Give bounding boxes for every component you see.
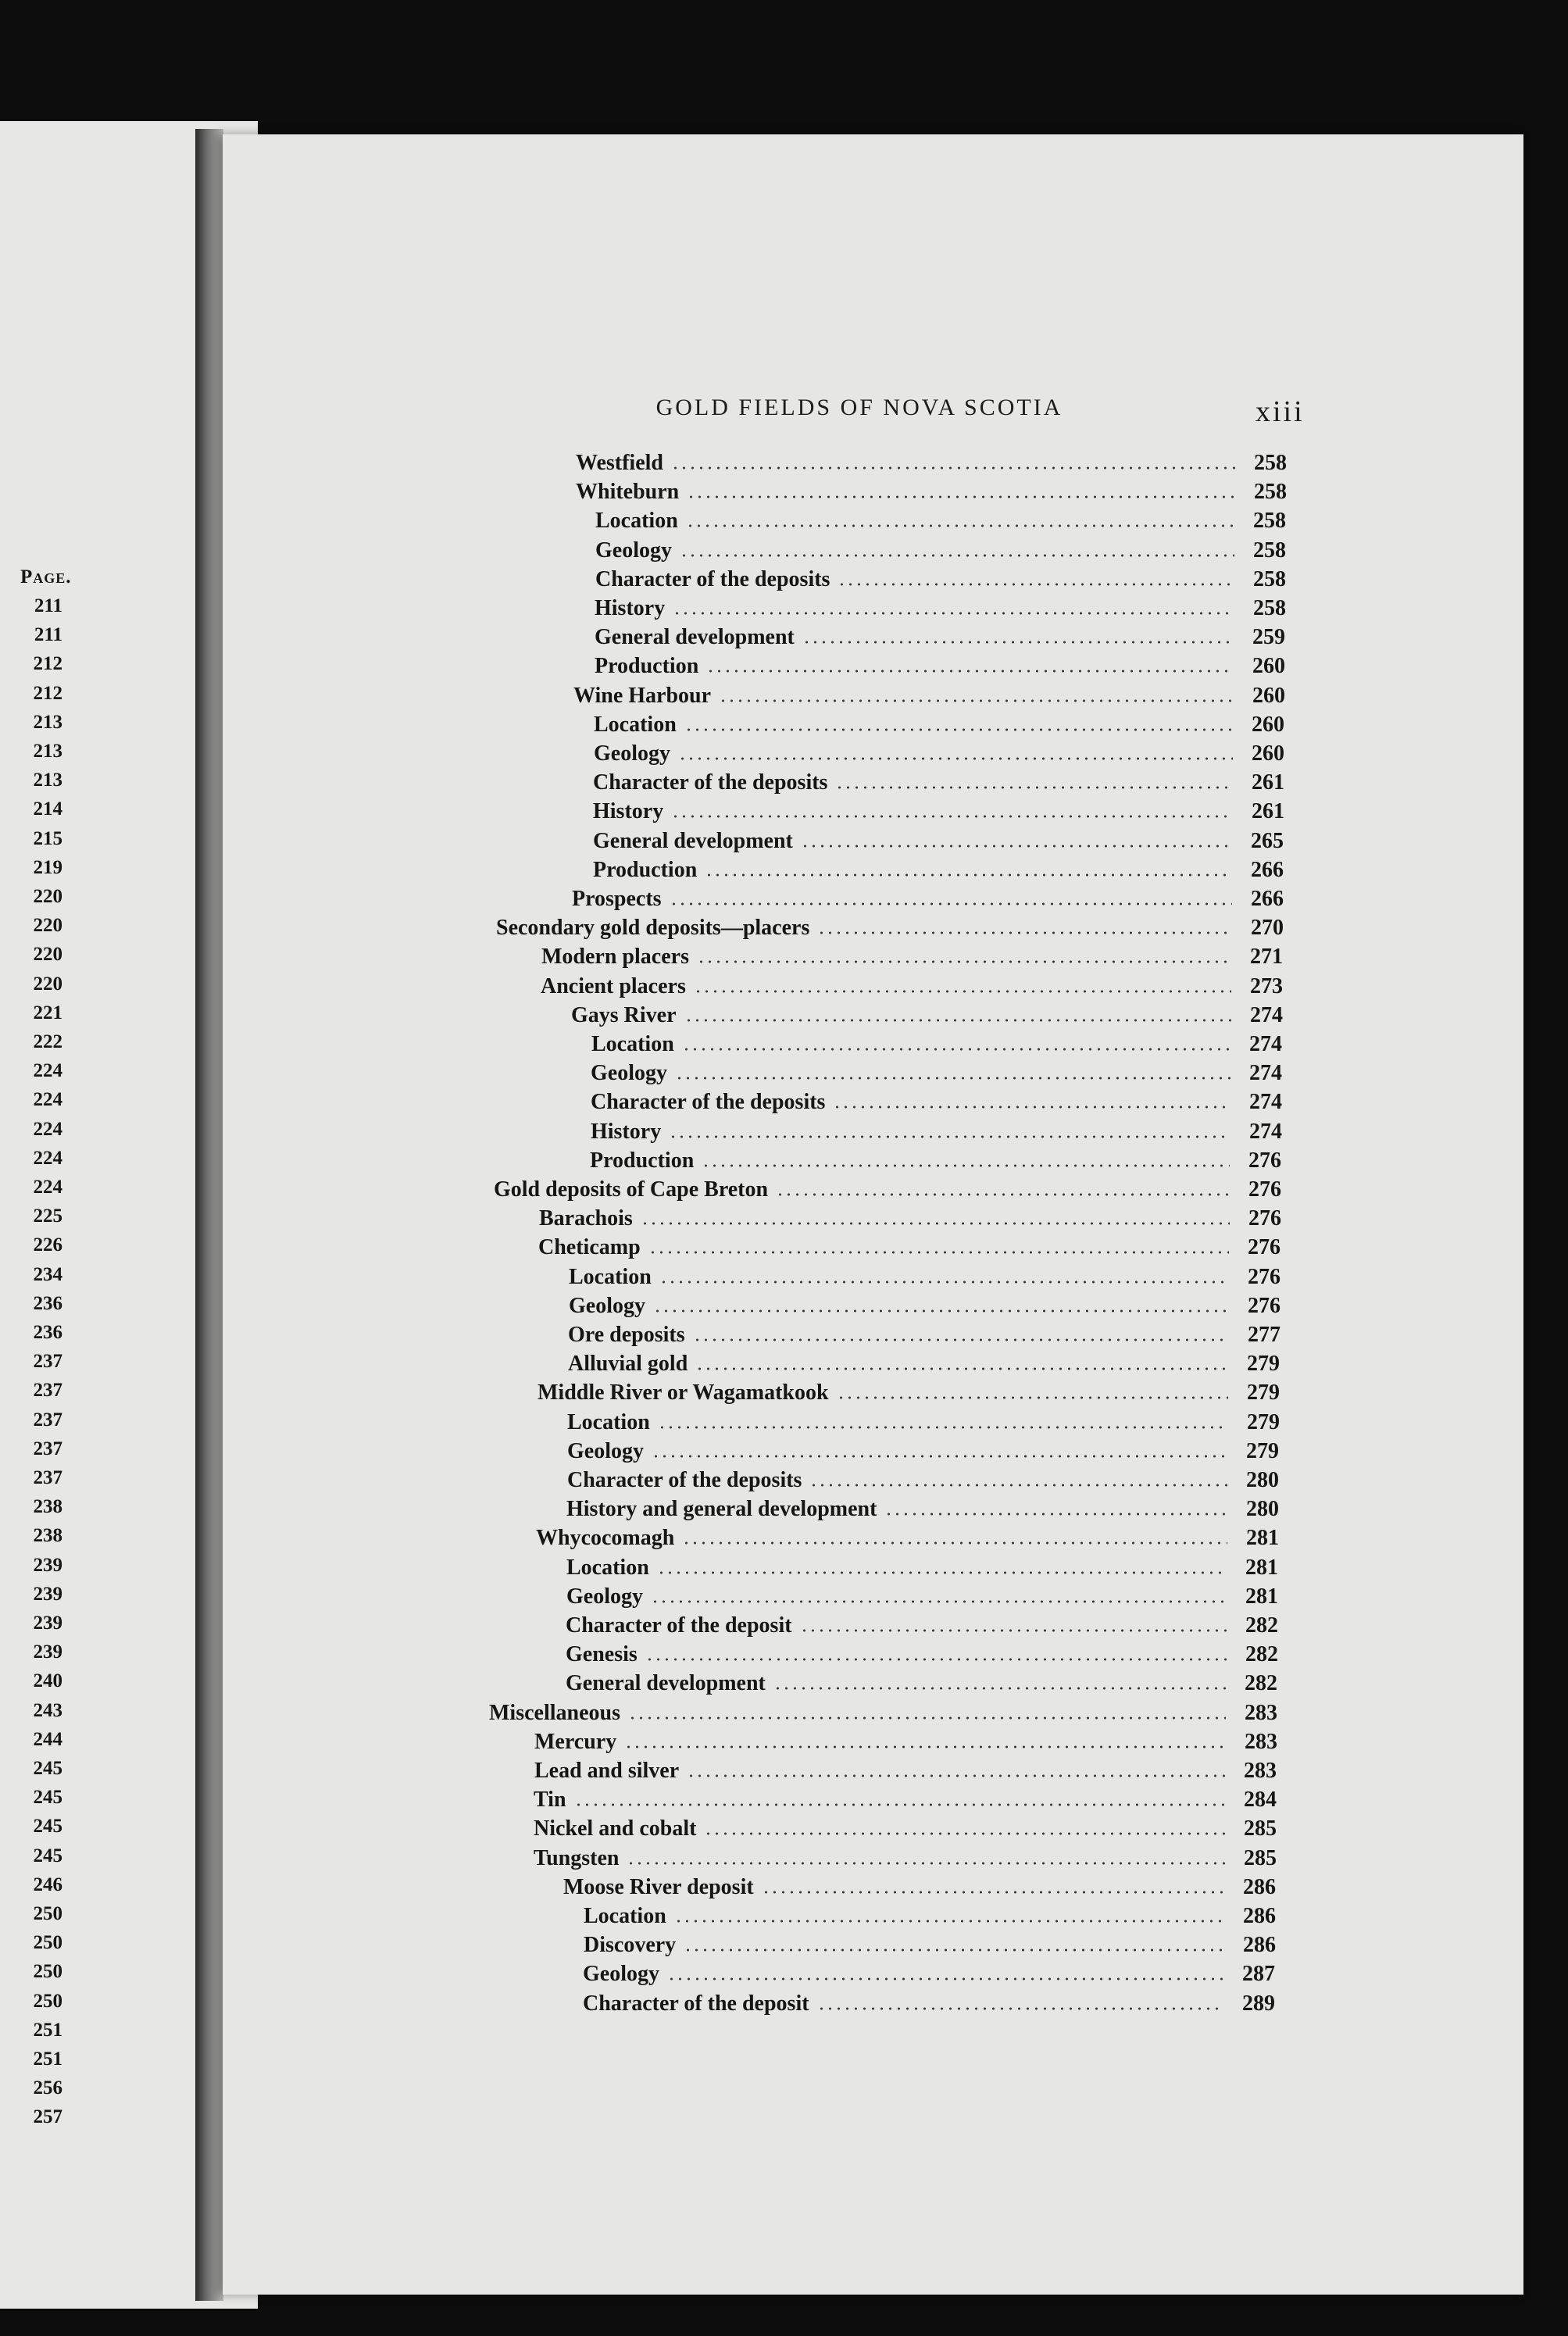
toc-entry <box>591 1116 1282 1145</box>
dot-leader <box>719 698 1234 703</box>
toc-entry <box>563 1871 1276 1900</box>
toc-entry-title: Genesis <box>566 1642 638 1667</box>
toc-entry <box>538 1377 1280 1406</box>
toc-entry-title: Mercury <box>534 1729 617 1754</box>
left-page-number: 221 <box>33 1002 63 1023</box>
dot-leader <box>702 1163 1230 1168</box>
toc-entry-page: 283 <box>1245 1729 1277 1754</box>
toc-entry-page: 276 <box>1248 1148 1281 1173</box>
toc-entry-title: Character of the deposits <box>567 1468 802 1492</box>
toc-entry-title: Gold deposits of Cape Breton <box>494 1177 769 1202</box>
toc-entry-page: 266 <box>1251 857 1284 882</box>
toc-entry-title: Location <box>567 1409 650 1434</box>
dot-leader <box>817 930 1232 935</box>
toc-entry <box>534 1726 1277 1755</box>
dot-leader <box>684 1018 1231 1023</box>
toc-entry-title: Prospects <box>572 887 662 911</box>
left-page-number: 212 <box>33 653 63 675</box>
toc-entry <box>573 680 1285 709</box>
dot-leader <box>705 873 1232 877</box>
toc-entry-title: Geology <box>594 741 670 766</box>
page-column-heading: Page. <box>20 566 72 588</box>
left-page-number: 237 <box>33 1351 63 1373</box>
toc-entry <box>571 999 1283 1028</box>
toc-entry-title: History <box>595 596 666 620</box>
toc-entry-title: Geology <box>566 1584 643 1609</box>
toc-entry-page: 277 <box>1248 1323 1280 1347</box>
toc-entry-page: 279 <box>1246 1438 1279 1463</box>
toc-entry-page: 270 <box>1251 916 1284 941</box>
running-title: GOLD FIELDS OF NOVA SCOTIA <box>655 395 1063 420</box>
left-page-number: 237 <box>33 1409 63 1431</box>
toc-entry <box>591 1028 1282 1057</box>
toc-entry <box>569 1290 1280 1319</box>
page-number: xiii <box>1255 395 1305 428</box>
toc-entry-page: 274 <box>1250 1002 1283 1027</box>
dot-leader <box>686 523 1234 528</box>
dot-leader <box>694 989 1231 994</box>
toc-entry-page: 282 <box>1245 1613 1278 1638</box>
left-page-number: 245 <box>33 1787 63 1809</box>
dot-leader <box>802 640 1234 645</box>
toc-entry-title: Westfield <box>576 451 663 475</box>
toc-entry-page: 276 <box>1248 1235 1280 1260</box>
toc-entry <box>593 825 1284 854</box>
dot-leader <box>817 2006 1223 2011</box>
toc-entry-title: Whycocomagh <box>536 1526 675 1551</box>
toc-entry-page: 289 <box>1242 1991 1275 2016</box>
toc-entry <box>584 1929 1276 1958</box>
toc-entry-title: Barachois <box>539 1206 633 1231</box>
left-page-number: 220 <box>33 915 63 937</box>
toc-entry-title: Location <box>566 1555 649 1580</box>
left-page-number: 224 <box>33 1147 63 1169</box>
dot-leader <box>624 1745 1226 1749</box>
dot-leader <box>652 1454 1227 1459</box>
book-gutter <box>195 129 223 2301</box>
dot-leader <box>574 1802 1225 1807</box>
toc-entry-title: Alluvial gold <box>568 1352 688 1377</box>
toc-entry <box>569 1261 1280 1290</box>
toc-entry <box>534 1784 1277 1813</box>
toc-entry-title: Nickel and cobalt <box>534 1816 697 1841</box>
toc-entry <box>572 883 1284 912</box>
dot-leader <box>687 495 1235 499</box>
dot-leader <box>671 814 1233 819</box>
toc-entry <box>534 1842 1277 1871</box>
toc-entry <box>534 1755 1277 1784</box>
dot-leader <box>838 582 1234 587</box>
toc-entry-page: 280 <box>1246 1497 1279 1522</box>
dot-leader <box>628 1716 1226 1720</box>
left-page-number: 236 <box>33 1322 63 1343</box>
left-page-number: 219 <box>33 856 63 878</box>
left-page-number: 224 <box>33 1118 63 1140</box>
left-page-number: 222 <box>33 1031 63 1052</box>
left-page-number: 220 <box>33 944 63 966</box>
toc-entry-title: History <box>591 1119 662 1144</box>
toc-entry <box>566 1552 1278 1581</box>
left-page-number: 225 <box>33 1206 63 1227</box>
toc-entry-title: Cheticamp <box>538 1235 641 1260</box>
toc-entry-page: 260 <box>1252 654 1285 679</box>
toc-entry-title: Tungsten <box>534 1845 620 1870</box>
dot-leader <box>657 1570 1227 1575</box>
left-page-number: 239 <box>33 1583 63 1605</box>
left-page-number: 224 <box>33 1089 63 1111</box>
toc-entry-page: 274 <box>1249 1061 1282 1086</box>
toc-entry-page: 258 <box>1253 566 1286 591</box>
left-page-number: 239 <box>33 1613 63 1634</box>
toc-entry-title: Middle River or Wagamatkook <box>538 1381 829 1406</box>
toc-entry <box>594 738 1284 766</box>
left-page-number: 213 <box>33 770 63 791</box>
toc-entry-page: 281 <box>1245 1555 1278 1580</box>
right-page <box>223 134 1523 2295</box>
dot-leader <box>678 756 1233 761</box>
toc-entry-page: 286 <box>1243 1933 1276 1958</box>
left-page-number: 226 <box>33 1234 63 1256</box>
toc-entry <box>566 1581 1278 1609</box>
dot-leader <box>674 1919 1224 1923</box>
toc-entry-page: 261 <box>1252 799 1284 824</box>
toc-entry-page: 285 <box>1244 1845 1277 1870</box>
toc-entry-page: 258 <box>1253 538 1286 563</box>
toc-entry-title: Geology <box>583 1962 659 1987</box>
toc-entry-page: 260 <box>1252 741 1284 766</box>
toc-entry-page: 283 <box>1244 1759 1277 1783</box>
left-page-number: 245 <box>33 1758 63 1779</box>
toc-entry-page: 259 <box>1252 625 1285 650</box>
left-page-number: 250 <box>33 1961 63 1983</box>
toc-entry <box>538 1231 1280 1260</box>
toc-entry-title: Location <box>584 1904 666 1928</box>
toc-entry <box>489 1697 1277 1726</box>
toc-entry-page: 276 <box>1248 1293 1280 1318</box>
dot-leader <box>671 466 1235 470</box>
dot-leader <box>670 902 1232 906</box>
toc-entry-title: Secondary gold deposits—placers <box>496 916 810 941</box>
toc-entry <box>536 1522 1279 1551</box>
toc-entry <box>593 795 1284 824</box>
left-page-number: 250 <box>33 1932 63 1954</box>
toc-entry-page: 282 <box>1245 1642 1278 1667</box>
toc-entry-page: 279 <box>1247 1409 1280 1434</box>
left-page-number: 237 <box>33 1380 63 1402</box>
dot-leader <box>800 1628 1227 1633</box>
toc-entry-page: 258 <box>1254 451 1287 475</box>
toc-entry-page: 282 <box>1245 1671 1277 1696</box>
toc-entry-page: 281 <box>1246 1526 1279 1551</box>
dot-leader <box>675 1076 1230 1080</box>
toc-entry-title: Gays River <box>571 1002 677 1027</box>
dot-leader <box>669 1134 1230 1139</box>
left-page-number: 244 <box>33 1728 63 1750</box>
left-page-number: 224 <box>33 1177 63 1198</box>
toc-entry-page: 284 <box>1244 1788 1277 1813</box>
toc-entry-title: General development <box>595 625 795 650</box>
toc-entry-page: 280 <box>1246 1468 1279 1492</box>
toc-entry <box>595 563 1286 592</box>
toc-entry-title: Character of the deposits <box>595 566 830 591</box>
left-page-number: 251 <box>33 2048 63 2070</box>
dot-leader <box>641 1221 1230 1226</box>
dot-leader <box>695 1366 1228 1371</box>
left-page-number: 224 <box>33 1060 63 1082</box>
left-page-number: 211 <box>34 595 63 616</box>
toc-entry-title: General development <box>566 1671 766 1696</box>
left-page-number: 243 <box>33 1699 63 1721</box>
toc-entry <box>567 1464 1279 1493</box>
dot-leader <box>659 1280 1229 1284</box>
toc-entry-title: Geology <box>591 1061 667 1086</box>
toc-entry-title: Character of the deposit <box>566 1613 792 1638</box>
left-page-number: 257 <box>33 2106 63 2128</box>
toc-entry-title: Production <box>595 654 699 679</box>
toc-entry-title: Modern placers <box>541 945 689 970</box>
dot-leader <box>697 959 1231 964</box>
toc-entry-title: Ancient placers <box>541 973 686 998</box>
toc-entry <box>576 476 1287 505</box>
toc-entry-page: 261 <box>1252 770 1284 795</box>
toc-entry-page: 283 <box>1245 1700 1277 1725</box>
left-page-number: 239 <box>33 1554 63 1576</box>
dot-leader <box>653 1309 1229 1313</box>
toc-entry <box>567 1435 1279 1464</box>
left-page-number: 236 <box>33 1292 63 1314</box>
left-page-number: 237 <box>33 1467 63 1488</box>
left-page-number: 245 <box>33 1816 63 1838</box>
dot-leader <box>684 1948 1224 1952</box>
left-page-number: 238 <box>33 1496 63 1518</box>
dot-leader <box>687 1773 1225 1778</box>
toc-entry-title: Geology <box>569 1293 645 1318</box>
toc-entry-title: Production <box>593 857 698 882</box>
toc-entry-title: Production <box>590 1148 695 1173</box>
toc-entry <box>595 505 1286 534</box>
left-page-number: 250 <box>33 1903 63 1924</box>
left-page-number: 220 <box>33 973 63 995</box>
dot-leader <box>762 1890 1224 1895</box>
toc-entry-title: Whiteburn <box>576 480 680 505</box>
toc-entry-title: Character of the deposit <box>583 1991 809 2016</box>
toc-entry-page: 274 <box>1249 1119 1282 1144</box>
toc-entry-page: 271 <box>1250 945 1283 970</box>
dot-leader <box>835 785 1233 790</box>
toc-entry <box>593 766 1284 795</box>
left-page-number: 238 <box>33 1525 63 1547</box>
toc-entry <box>595 621 1285 650</box>
left-page-number: 250 <box>33 1990 63 2012</box>
dot-leader <box>773 1686 1226 1691</box>
dot-leader <box>776 1192 1230 1197</box>
dot-leader <box>684 727 1233 732</box>
toc-entry-page: 285 <box>1244 1816 1277 1841</box>
toc-entry <box>576 447 1287 476</box>
dot-leader <box>673 611 1234 616</box>
toc-entry-title: Location <box>569 1264 652 1289</box>
toc-entry-title: Location <box>594 712 677 737</box>
toc-entry <box>566 1493 1279 1522</box>
left-page-number: 213 <box>33 711 63 733</box>
toc-entry <box>566 1667 1277 1696</box>
toc-entry <box>595 534 1286 563</box>
dot-leader <box>833 1105 1230 1109</box>
dot-leader <box>706 669 1234 673</box>
toc-entry-title: Character of the deposits <box>593 770 828 795</box>
dot-leader <box>667 1977 1223 1981</box>
dot-leader <box>704 1831 1225 1836</box>
dot-leader <box>645 1657 1227 1662</box>
toc-entry-page: 258 <box>1254 480 1287 505</box>
toc-entry-page: 260 <box>1252 683 1285 708</box>
toc-entry <box>584 1900 1276 1929</box>
toc-entry <box>496 912 1284 941</box>
toc-entry-page: 260 <box>1252 712 1284 737</box>
dot-leader <box>680 553 1234 558</box>
dot-leader <box>682 1047 1230 1052</box>
toc-entry <box>583 1988 1275 2016</box>
toc-entry-page: 276 <box>1248 1177 1281 1202</box>
toc-entry <box>568 1348 1280 1377</box>
left-page-number: 214 <box>33 798 63 820</box>
left-page-number: 239 <box>33 1641 63 1663</box>
toc-entry <box>591 1057 1282 1086</box>
left-page-number: 220 <box>33 886 63 907</box>
left-page-number: 237 <box>33 1438 63 1459</box>
toc-entry-title: Lead and silver <box>534 1759 680 1783</box>
dot-leader <box>693 1338 1229 1342</box>
dot-leader <box>682 1541 1227 1545</box>
toc-entry-page: 258 <box>1253 596 1286 620</box>
toc-entry-page: 286 <box>1243 1874 1276 1899</box>
toc-entry-page: 287 <box>1242 1962 1275 1987</box>
toc-entry <box>593 854 1284 883</box>
toc-entry <box>595 592 1286 621</box>
toc-entry-title: Moose River deposit <box>563 1874 754 1899</box>
toc-entry-page: 276 <box>1248 1264 1280 1289</box>
left-page-number: 211 <box>34 624 63 646</box>
toc-entry <box>567 1406 1280 1435</box>
toc-entry-title: Tin <box>534 1788 566 1813</box>
dot-leader <box>801 844 1232 848</box>
toc-entry-title: General development <box>593 828 793 853</box>
left-page-number: 256 <box>33 2077 63 2099</box>
toc-entry <box>566 1638 1278 1667</box>
left-page-number: 245 <box>33 1845 63 1866</box>
toc-entry-title: Geology <box>595 538 672 563</box>
toc-entry-page: 279 <box>1247 1352 1280 1377</box>
toc-entry-page: 286 <box>1243 1904 1276 1928</box>
dot-leader <box>658 1425 1228 1430</box>
toc-entry-title: Wine Harbour <box>573 683 712 708</box>
toc-entry-page: 274 <box>1249 1032 1282 1056</box>
left-page-number: 234 <box>33 1263 63 1285</box>
toc-entry <box>566 1609 1278 1638</box>
toc-entry <box>568 1319 1280 1348</box>
toc-entry-page: 279 <box>1247 1381 1280 1406</box>
toc-entry <box>539 1202 1281 1231</box>
toc-entry <box>595 650 1285 679</box>
dot-leader <box>627 1861 1225 1866</box>
toc-entry <box>583 1958 1275 1987</box>
left-page-number: 246 <box>33 1873 63 1895</box>
dot-leader <box>884 1512 1227 1516</box>
left-page-number: 215 <box>33 827 63 849</box>
left-page-number: 213 <box>33 741 63 762</box>
left-page-number: 251 <box>33 2019 63 2041</box>
toc-entry-page: 273 <box>1250 973 1283 998</box>
toc-entry-page: 265 <box>1251 828 1284 853</box>
dot-leader <box>648 1250 1229 1255</box>
left-page-number: 212 <box>33 682 63 704</box>
toc-entry-page: 274 <box>1249 1090 1282 1115</box>
toc-entry-page: 281 <box>1245 1584 1278 1609</box>
toc-entry-page: 266 <box>1251 887 1284 911</box>
toc-entry <box>534 1813 1277 1841</box>
toc-entry <box>541 970 1283 999</box>
left-page-number: 240 <box>33 1670 63 1692</box>
toc-entry-title: Location <box>591 1032 674 1056</box>
toc-entry <box>590 1145 1281 1173</box>
toc-entry-title: History <box>593 799 664 824</box>
toc-entry-title: Discovery <box>584 1933 677 1958</box>
toc-entry <box>591 1086 1282 1115</box>
toc-entry-title: History and general development <box>566 1497 877 1522</box>
toc-entry-title: Location <box>595 509 678 534</box>
toc-entry <box>541 941 1283 970</box>
toc-entry <box>494 1173 1281 1202</box>
toc-entry-title: Geology <box>567 1438 644 1463</box>
toc-entry-title: Character of the deposits <box>591 1090 826 1115</box>
toc-entry-title: Ore deposits <box>568 1323 685 1347</box>
toc-entry-title: Miscellaneous <box>489 1700 620 1725</box>
dot-leader <box>651 1599 1227 1604</box>
toc-entry-page: 258 <box>1253 509 1286 534</box>
dot-leader <box>837 1395 1228 1400</box>
dot-leader <box>809 1483 1227 1488</box>
toc-entry-page: 276 <box>1248 1206 1281 1231</box>
toc-entry <box>594 709 1284 738</box>
